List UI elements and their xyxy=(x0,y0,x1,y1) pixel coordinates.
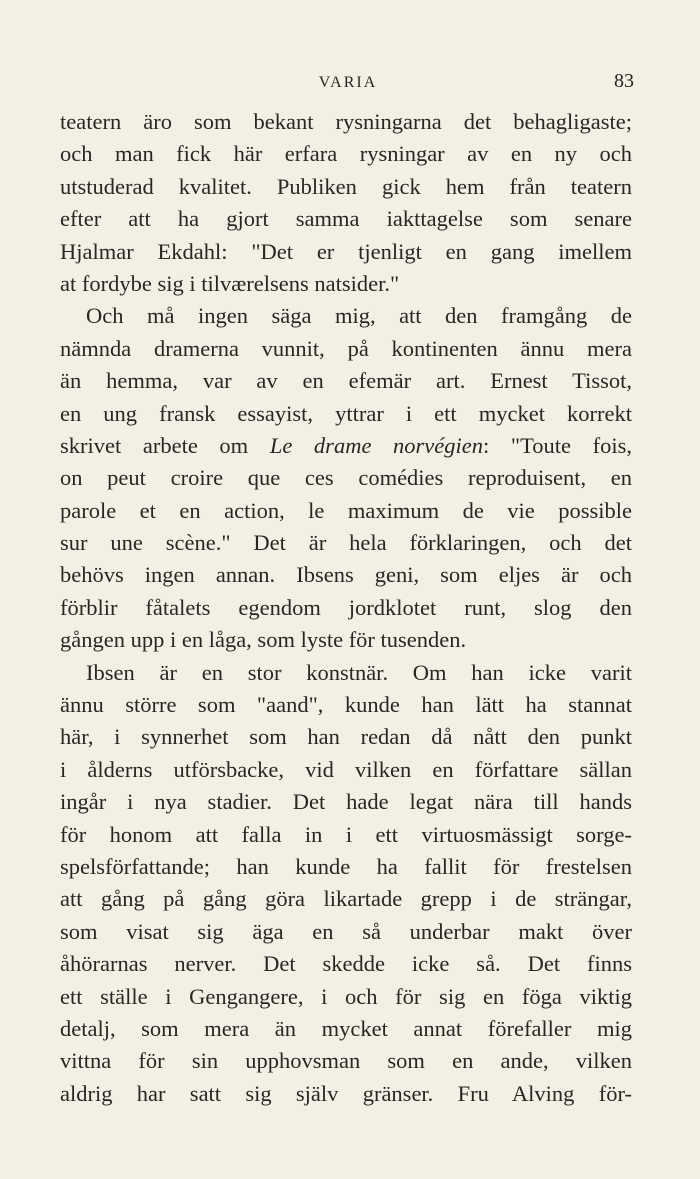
text-line: en ung fransk essayist, yttrar i ett mycket korrekt xyxy=(60,400,632,426)
page-number: 83 xyxy=(614,70,634,92)
text-line: gången upp i en låga, som lyste för tusenden. xyxy=(60,627,467,653)
text-line: behövs ingen annan. Ibsens geni, som eljes är och xyxy=(60,562,632,588)
text-line: ett ställe i Gengangere, i och för sig en föga viktig xyxy=(60,983,632,1009)
text-line: nämnda dramerna vunnit, på kontinenten ännu mera xyxy=(60,335,632,361)
text-line: on peut croire que ces comédies reproduisent, en xyxy=(60,465,632,491)
text-line: utstuderad kvalitet. Publiken gick hem från teatern xyxy=(60,173,632,199)
text-line: än hemma, var av en efemär art. Ernest Tissot, xyxy=(60,368,632,394)
text-line: teatern äro som bekant rysningarna det behagligaste; xyxy=(60,109,632,134)
text-line: ingår i nya stadier. Det hade legat nära till hands xyxy=(60,789,632,815)
text-line: och man fick här erfara rysningar av en ny och xyxy=(60,141,632,167)
text-line: detalj, som mera än mycket annat förefaller mig xyxy=(60,1015,632,1041)
text-segment: skrivet arbete om xyxy=(60,432,249,458)
text-line: efter att ha gjort samma iakttagelse som senare xyxy=(60,206,632,232)
paragraph-start-line: Och må ingen säga mig, att den framgång de xyxy=(86,303,632,329)
text-line: som visat sig äga en så underbar makt över xyxy=(60,918,632,944)
paragraph-start-line: Ibsen är en stor konstnär. Om han icke varit xyxy=(86,659,632,685)
running-head: VARIA xyxy=(318,74,378,91)
text-line: aldrig har satt sig själv gränser. Fru Alving för- xyxy=(60,1080,632,1106)
text-line: Hjalmar Ekdahl: "Det er tjenligt en gang imellem xyxy=(60,238,632,264)
text-line: sur une scène." Det är hela förklaringen, och det xyxy=(60,530,632,556)
text-line-with-title xyxy=(60,430,632,462)
text-line: här, i synnerhet som han redan då nått den punkt xyxy=(60,724,632,750)
text-line: för honom att falla in i ett virtuosmässigt sorge- xyxy=(60,821,632,847)
text-line: vittna för sin upphovsman som en ande, vilken xyxy=(60,1048,632,1074)
body-text xyxy=(60,106,632,1110)
text-line: spelsförfattande; han kunde ha fallit för frestelsen xyxy=(60,853,632,879)
text-line: åhörarnas nerver. Det skedde icke så. Det finns xyxy=(60,951,632,977)
text-line: at fordybe sig i tilværelsens natsider." xyxy=(60,270,400,296)
page-header xyxy=(62,70,634,96)
text-segment: : "Toute fois, xyxy=(483,432,632,458)
text-line: ännu större som "aand", kunde han lätt ha stannat xyxy=(60,692,632,718)
text-line: att gång på gång göra likartade grepp i de strängar, xyxy=(60,886,632,912)
text-line: förblir fåtalets egendom jordklotet runt, slog den xyxy=(60,594,632,620)
text-line: parole et en action, le maximum de vie possible xyxy=(60,497,632,523)
text-line: i ålderns utförsbacke, vid vilken en författare sällan xyxy=(60,756,632,782)
italic-title: Le drame norvégien xyxy=(269,432,484,458)
